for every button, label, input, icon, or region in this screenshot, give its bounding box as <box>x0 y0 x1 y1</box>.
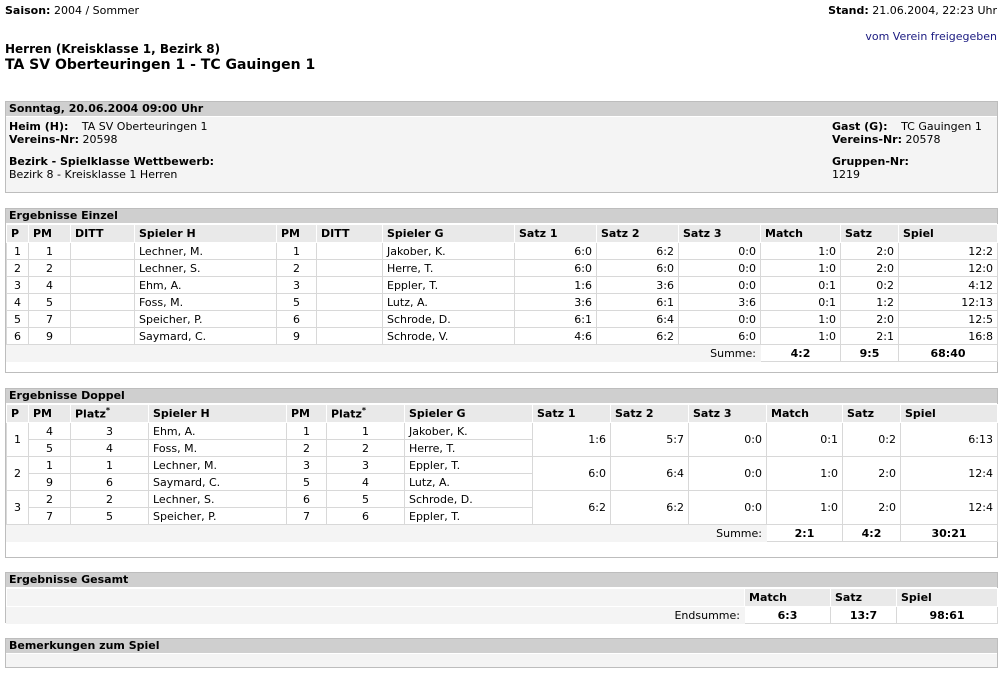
einzel-cell: 12:0 <box>899 260 998 277</box>
doppel-header-label: PM <box>291 407 311 420</box>
doppel-result: 1:0 <box>767 457 843 491</box>
gesamt-panel <box>5 572 998 623</box>
einzel-cell: Jakober, K. <box>383 243 515 260</box>
einzel-cell: 2 <box>7 260 29 277</box>
saison-info <box>5 4 139 17</box>
doppel-panel <box>5 388 998 558</box>
endsumme-label: Endsumme: <box>7 607 745 624</box>
doppel-cell: 4 <box>327 474 405 491</box>
doppel-cell: 6 <box>327 508 405 525</box>
endsumme-spiel: 98:61 <box>897 607 998 624</box>
einzel-cell: 1:0 <box>761 311 841 328</box>
bezirk-label: Bezirk - Spielklasse Wettbewerb: <box>9 155 215 168</box>
einzel-cell: 4 <box>7 294 29 311</box>
einzel-row <box>7 260 998 277</box>
doppel-cell: Lutz, A. <box>405 474 533 491</box>
doppel-header-7 <box>533 405 611 423</box>
release-link[interactable]: vom Verein freigegeben <box>865 30 997 43</box>
heim-vereins-nr: 20598 <box>82 133 118 146</box>
gesamt-header-satz: Satz <box>831 589 897 607</box>
doppel-header-10 <box>767 405 843 423</box>
einzel-cell: Lechner, S. <box>135 260 277 277</box>
einzel-cell: 12:13 <box>899 294 998 311</box>
doppel-header-label: Platz <box>75 407 106 421</box>
doppel-cell: Lechner, M. <box>149 457 287 474</box>
einzel-title: Ergebnisse Einzel <box>6 209 997 224</box>
einzel-cell: 0:1 <box>761 294 841 311</box>
einzel-header-11: Satz <box>841 225 899 243</box>
einzel-cell: 6:1 <box>597 294 679 311</box>
gesamt-header-spacer <box>7 589 745 607</box>
doppel-header-12 <box>901 405 998 423</box>
einzel-cell: 9 <box>277 328 317 345</box>
einzel-cell: 6 <box>277 311 317 328</box>
doppel-cell: 7 <box>287 508 327 525</box>
doppel-header-label: Spieler G <box>409 407 466 420</box>
gast-info <box>832 120 982 146</box>
einzel-cell: 5 <box>29 294 71 311</box>
doppel-title: Ergebnisse Doppel <box>6 389 997 404</box>
einzel-cell: 7 <box>29 311 71 328</box>
einzel-header-1: PM <box>29 225 71 243</box>
doppel-row <box>7 423 998 440</box>
einzel-header-7: Satz 1 <box>515 225 597 243</box>
einzel-cell <box>71 243 135 260</box>
doppel-header-label: Spieler H <box>153 407 210 420</box>
endsumme-match: 6:3 <box>745 607 831 624</box>
doppel-cell: Jakober, K. <box>405 423 533 440</box>
bemerkungen-title: Bemerkungen zum Spiel <box>6 639 997 654</box>
einzel-cell: 5 <box>7 311 29 328</box>
doppel-cell: 2 <box>327 440 405 457</box>
einzel-cell: 16:8 <box>899 328 998 345</box>
doppel-header-label: PM <box>33 407 53 420</box>
einzel-cell: 1:6 <box>515 277 597 294</box>
doppel-header-label: Match <box>771 407 809 420</box>
doppel-summe-row <box>7 525 998 542</box>
doppel-header-label: Satz 2 <box>615 407 654 420</box>
einzel-cell: 12:5 <box>899 311 998 328</box>
league-title: Herren (Kreisklasse 1, Bezirk 8) <box>5 42 221 56</box>
einzel-cell: 5 <box>277 294 317 311</box>
einzel-cell: 6:0 <box>597 260 679 277</box>
einzel-cell: 1 <box>7 243 29 260</box>
einzel-cell: 12:2 <box>899 243 998 260</box>
einzel-cell: 4:6 <box>515 328 597 345</box>
top-line <box>5 4 997 18</box>
match-title: TA SV Oberteuringen 1 - TC Gauingen 1 <box>5 57 316 73</box>
doppel-summe-value: 30:21 <box>901 525 998 542</box>
doppel-result: 0:0 <box>689 457 767 491</box>
stand-label: Stand: <box>828 4 869 17</box>
doppel-cell: Herre, T. <box>405 440 533 457</box>
doppel-summe-value: 4:2 <box>843 525 901 542</box>
doppel-p: 1 <box>7 423 29 457</box>
doppel-result: 6:4 <box>611 457 689 491</box>
einzel-cell: Foss, M. <box>135 294 277 311</box>
einzel-row <box>7 328 998 345</box>
einzel-cell: Herre, T. <box>383 260 515 277</box>
bemerkungen-body <box>6 654 997 667</box>
match-info-panel <box>5 101 998 193</box>
einzel-cell: 2:0 <box>841 311 899 328</box>
doppel-result: 12:4 <box>901 491 998 525</box>
einzel-cell: 0:0 <box>679 311 761 328</box>
doppel-cell: Lechner, S. <box>149 491 287 508</box>
doppel-cell: 2 <box>71 491 149 508</box>
doppel-cell: Eppler, T. <box>405 457 533 474</box>
einzel-cell: 0:2 <box>841 277 899 294</box>
doppel-header-1 <box>29 405 71 423</box>
doppel-summe-value: 2:1 <box>767 525 843 542</box>
einzel-cell: Lechner, M. <box>135 243 277 260</box>
gesamt-header-spiel: Spiel <box>897 589 998 607</box>
doppel-cell: 2 <box>287 440 327 457</box>
einzel-cell: Speicher, P. <box>135 311 277 328</box>
doppel-cell: 2 <box>29 491 71 508</box>
einzel-cell: 6:4 <box>597 311 679 328</box>
doppel-result: 0:2 <box>843 423 901 457</box>
einzel-cell: 4 <box>29 277 71 294</box>
platz-star: * <box>105 406 111 416</box>
doppel-result: 1:0 <box>767 491 843 525</box>
einzel-row <box>7 243 998 260</box>
einzel-cell: 3:6 <box>515 294 597 311</box>
doppel-summe-label: Summe: <box>7 525 767 542</box>
doppel-cell: 5 <box>29 440 71 457</box>
doppel-result: 2:0 <box>843 491 901 525</box>
einzel-cell: 0:1 <box>761 277 841 294</box>
einzel-summe-value: 9:5 <box>841 345 899 362</box>
doppel-header-label: Satz 3 <box>693 407 732 420</box>
doppel-p: 3 <box>7 491 29 525</box>
gruppe-value: 1219 <box>832 168 860 181</box>
doppel-header-11 <box>843 405 901 423</box>
einzel-cell: 6:1 <box>515 311 597 328</box>
doppel-cell: 9 <box>29 474 71 491</box>
stand-value: 21.06.2004, 22:23 Uhr <box>872 4 997 17</box>
einzel-table <box>6 224 998 362</box>
doppel-cell: 1 <box>29 457 71 474</box>
match-date-bar: Sonntag, 20.06.2004 09:00 Uhr <box>6 102 997 117</box>
bemerkungen-panel <box>5 638 998 668</box>
einzel-header-9: Satz 3 <box>679 225 761 243</box>
doppel-cell: Speicher, P. <box>149 508 287 525</box>
einzel-header-2: DITT <box>71 225 135 243</box>
doppel-cell: Ehm, A. <box>149 423 287 440</box>
einzel-cell <box>71 260 135 277</box>
einzel-cell: 2:1 <box>841 328 899 345</box>
einzel-cell: 0:0 <box>679 260 761 277</box>
einzel-cell: Schrode, D. <box>383 311 515 328</box>
doppel-header-9 <box>689 405 767 423</box>
doppel-header-4 <box>287 405 327 423</box>
einzel-cell: 6:0 <box>515 260 597 277</box>
einzel-cell: Lutz, A. <box>383 294 515 311</box>
einzel-summe-value: 68:40 <box>899 345 998 362</box>
gesamt-header-match: Match <box>745 589 831 607</box>
doppel-cell: 5 <box>71 508 149 525</box>
endsumme-satz: 13:7 <box>831 607 897 624</box>
doppel-header-label: P <box>11 407 20 420</box>
einzel-cell: 2:0 <box>841 243 899 260</box>
einzel-cell <box>71 277 135 294</box>
doppel-result: 6:0 <box>533 457 611 491</box>
einzel-cell <box>317 328 383 345</box>
gruppe-info <box>832 155 909 181</box>
doppel-cell: 6 <box>71 474 149 491</box>
einzel-cell: 6 <box>7 328 29 345</box>
doppel-cell: 7 <box>29 508 71 525</box>
doppel-cell: Foss, M. <box>149 440 287 457</box>
einzel-header-5: DITT <box>317 225 383 243</box>
doppel-result: 6:13 <box>901 423 998 457</box>
doppel-p: 2 <box>7 457 29 491</box>
doppel-header-label: Satz 1 <box>537 407 576 420</box>
doppel-result: 5:7 <box>611 423 689 457</box>
gast-label: Gast (G): <box>832 120 888 133</box>
einzel-cell: Eppler, T. <box>383 277 515 294</box>
einzel-cell: 6:2 <box>597 243 679 260</box>
gast-vereins-nr: 20578 <box>905 133 941 146</box>
einzel-row <box>7 294 998 311</box>
doppel-cell: 5 <box>327 491 405 508</box>
saison-value: 2004 / Sommer <box>53 4 140 17</box>
doppel-header-label: Satz <box>847 407 875 420</box>
einzel-cell: 1:0 <box>761 328 841 345</box>
doppel-cell: Eppler, T. <box>405 508 533 525</box>
einzel-cell <box>71 328 135 345</box>
doppel-result: 0:1 <box>767 423 843 457</box>
gesamt-body <box>6 588 997 624</box>
doppel-cell: 4 <box>29 423 71 440</box>
doppel-cell: Saymard, C. <box>149 474 287 491</box>
einzel-panel <box>5 208 998 373</box>
einzel-cell: 1 <box>29 243 71 260</box>
einzel-cell: 6:0 <box>679 328 761 345</box>
einzel-summe-value: 4:2 <box>761 345 841 362</box>
doppel-result: 2:0 <box>843 457 901 491</box>
bezirk-value: Bezirk 8 - Kreisklasse 1 Herren <box>9 168 178 181</box>
einzel-header-12: Spiel <box>899 225 998 243</box>
doppel-header-8 <box>611 405 689 423</box>
doppel-cell: 6 <box>287 491 327 508</box>
doppel-cell: 5 <box>287 474 327 491</box>
doppel-cell: 3 <box>71 423 149 440</box>
heim-vereins-label: Vereins-Nr: <box>9 133 80 146</box>
doppel-row <box>7 457 998 474</box>
doppel-result: 12:4 <box>901 457 998 491</box>
doppel-header-2 <box>71 405 149 423</box>
doppel-cell: Schrode, D. <box>405 491 533 508</box>
einzel-row <box>7 277 998 294</box>
heim-label: Heim (H): <box>9 120 69 133</box>
einzel-summe-label: Summe: <box>7 345 761 362</box>
einzel-cell: 1 <box>277 243 317 260</box>
einzel-header-4: PM <box>277 225 317 243</box>
doppel-table <box>6 404 998 542</box>
einzel-cell: 3:6 <box>597 277 679 294</box>
bezirk-info <box>9 155 214 181</box>
doppel-header-0 <box>7 405 29 423</box>
doppel-header-6 <box>405 405 533 423</box>
einzel-cell: 6:0 <box>515 243 597 260</box>
einzel-header-8: Satz 2 <box>597 225 679 243</box>
doppel-result: 0:0 <box>689 423 767 457</box>
gast-vereins-label: Vereins-Nr: <box>832 133 903 146</box>
saison-label: Saison: <box>5 4 51 17</box>
doppel-result: 0:0 <box>689 491 767 525</box>
einzel-cell: 9 <box>29 328 71 345</box>
einzel-cell: 1:0 <box>761 243 841 260</box>
gruppe-label: Gruppen-Nr: <box>832 155 909 168</box>
einzel-cell <box>317 294 383 311</box>
einzel-cell: 6:2 <box>597 328 679 345</box>
einzel-header-6: Spieler G <box>383 225 515 243</box>
einzel-cell: Ehm, A. <box>135 277 277 294</box>
einzel-cell: 3 <box>7 277 29 294</box>
einzel-summe-row <box>7 345 998 362</box>
doppel-result: 6:2 <box>533 491 611 525</box>
doppel-cell: 1 <box>327 423 405 440</box>
platz-star: * <box>361 406 367 416</box>
gesamt-table <box>6 588 998 624</box>
doppel-result: 1:6 <box>533 423 611 457</box>
doppel-cell: 1 <box>287 423 327 440</box>
einzel-cell <box>317 311 383 328</box>
einzel-cell: Saymard, C. <box>135 328 277 345</box>
einzel-cell: 0:0 <box>679 243 761 260</box>
einzel-cell: 2 <box>29 260 71 277</box>
doppel-header-label: Spiel <box>905 407 936 420</box>
einzel-header-3: Spieler H <box>135 225 277 243</box>
einzel-cell <box>71 294 135 311</box>
doppel-header-label: Platz <box>331 407 362 421</box>
einzel-cell: 3 <box>277 277 317 294</box>
stand-info <box>828 4 997 17</box>
einzel-cell: 2 <box>277 260 317 277</box>
einzel-cell: 1:0 <box>761 260 841 277</box>
einzel-header-10: Match <box>761 225 841 243</box>
einzel-cell: 2:0 <box>841 260 899 277</box>
einzel-cell: Schrode, V. <box>383 328 515 345</box>
einzel-cell: 4:12 <box>899 277 998 294</box>
einzel-header-0: P <box>7 225 29 243</box>
doppel-result: 6:2 <box>611 491 689 525</box>
heim-value: TA SV Oberteuringen 1 <box>81 120 208 133</box>
doppel-cell: 4 <box>71 440 149 457</box>
einzel-row <box>7 311 998 328</box>
gesamt-title: Ergebnisse Gesamt <box>6 573 997 588</box>
gast-value: TC Gauingen 1 <box>901 120 982 133</box>
einzel-cell <box>71 311 135 328</box>
einzel-cell <box>317 243 383 260</box>
doppel-body <box>6 404 997 542</box>
heim-info <box>9 120 208 146</box>
einzel-cell: 3:6 <box>679 294 761 311</box>
doppel-cell: 3 <box>287 457 327 474</box>
einzel-body <box>6 224 997 362</box>
doppel-header-3 <box>149 405 287 423</box>
doppel-header-5 <box>327 405 405 423</box>
doppel-row <box>7 491 998 508</box>
doppel-cell: 3 <box>327 457 405 474</box>
einzel-cell <box>317 277 383 294</box>
einzel-cell: 1:2 <box>841 294 899 311</box>
einzel-cell: 0:0 <box>679 277 761 294</box>
einzel-cell <box>317 260 383 277</box>
doppel-cell: 1 <box>71 457 149 474</box>
match-info-body <box>6 117 997 192</box>
